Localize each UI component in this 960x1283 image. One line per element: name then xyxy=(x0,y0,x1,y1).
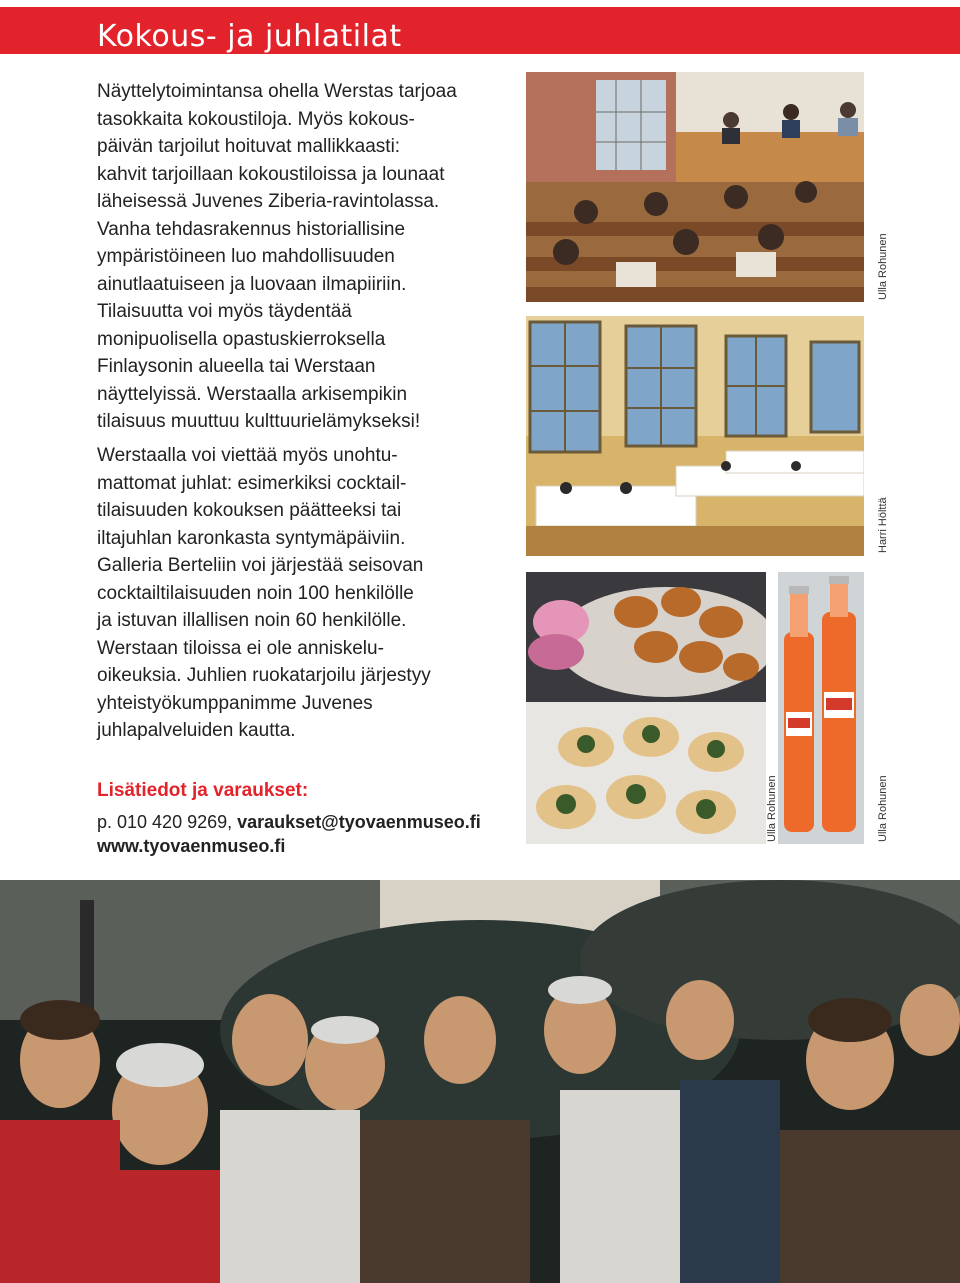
text-line: Galleria Berteliin voi järjestää seisovan xyxy=(97,555,424,576)
phone-number: p. 010 420 9269, xyxy=(97,812,238,832)
text-line: yhteistyökumppanimme Juvenes xyxy=(97,692,373,714)
photo-credit: Harri Hölttä xyxy=(877,497,889,553)
text-line: Näyttelytoimintansa ohella Werstas tarjoaa xyxy=(97,81,457,102)
text-line: cocktailtilaisuuden noin 100 henkilölle xyxy=(97,582,414,604)
text-line: tilaisuus muuttuu kulttuurielämykseksi! xyxy=(97,411,421,432)
email-link[interactable]: varaukset@tyovaenmuseo.fi xyxy=(237,812,481,832)
text-line: mattomat juhlat: esimerkiksi cocktail- xyxy=(97,472,407,494)
text-line: läheisessä Juvenes Ziberia-ravintolassa. xyxy=(97,191,440,212)
text-line: juhlapalveluiden kautta. xyxy=(97,720,296,741)
text-line: päivän tarjoilut hoituvat mallikkaasti: xyxy=(97,136,401,157)
text-line: iltajuhlan karonkasta syntymäpäiviin. xyxy=(97,527,406,549)
intro-paragraph xyxy=(97,78,517,436)
bottles-photo xyxy=(778,572,864,844)
text-line: Tilaisuutta voi myös täydentää xyxy=(97,301,352,322)
photo-credit: Ulla Rohunen xyxy=(766,775,778,842)
title-banner xyxy=(0,7,960,54)
text-line: monipuolisella opastuskierroksella xyxy=(97,328,386,350)
website-link[interactable]: www.tyovaenmuseo.fi xyxy=(97,836,286,856)
text-line: Werstaalla voi viettää myös unohtu- xyxy=(97,445,398,466)
text-line: Finlaysonin alueella tai Werstaan xyxy=(97,356,376,377)
contact-line xyxy=(97,812,481,833)
text-line: tasokkaita kokoustiloja. Myös kokous- xyxy=(97,108,415,130)
photo-credit: Ulla Rohunen xyxy=(877,775,889,842)
text-line: ainutlaatuiseen ja luovaan ilmapiiriin. xyxy=(97,273,407,295)
text-line: Vanha tehdasrakennus historiallisine xyxy=(97,218,406,240)
party-paragraph xyxy=(97,442,517,745)
text-line: ja istuvan illallisen noin 60 henkilölle. xyxy=(97,610,407,631)
dining-hall-photo xyxy=(526,316,864,556)
text-line: ympäristöineen luo mahdollisuuden xyxy=(97,246,395,267)
text-line: näyttelyissä. Werstaalla arkisempikin xyxy=(97,383,408,405)
text-line: oikeuksia. Juhlien ruokatarjoilu järjestyy xyxy=(97,665,431,686)
contact-heading: Lisätiedot ja varaukset: xyxy=(97,780,309,801)
pastry-photo xyxy=(526,572,766,844)
text-line: tilaisuuden kokouksen päätteeksi tai xyxy=(97,500,402,521)
text-line: Werstaan tiloissa ei ole anniskelu- xyxy=(97,637,384,659)
photo-credit: Ulla Rohunen xyxy=(877,233,889,300)
text-line: kahvit tarjoillaan kokoustiloissa ja lounaat xyxy=(97,163,445,185)
lecture-hall-photo xyxy=(526,72,864,302)
page-title: Kokous- ja juhlatilat xyxy=(97,19,402,54)
audience-photo xyxy=(0,880,960,1283)
